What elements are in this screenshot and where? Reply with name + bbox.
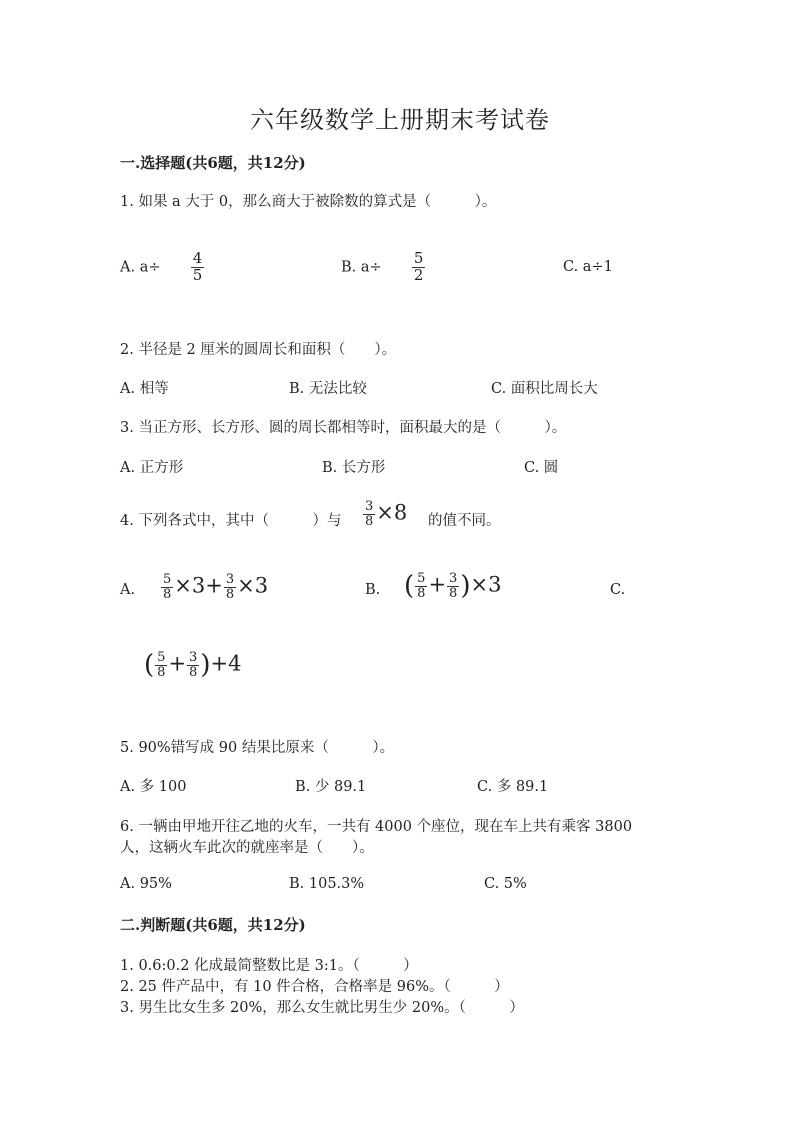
question-6-line-2: 人，这辆火车此次的就座率是（ ）。 bbox=[120, 840, 374, 856]
fraction bbox=[224, 573, 236, 601]
fraction-denominator: 8 bbox=[225, 586, 235, 602]
q1-option-a-fraction bbox=[191, 251, 205, 284]
fraction-numerator: 3 bbox=[365, 499, 374, 514]
operator-text: ×3 bbox=[470, 572, 502, 597]
page-title: 六年级数学上册期末考试卷 bbox=[250, 106, 550, 134]
judgment-item-2: 2. 25 件产品中，有 10 件合格，合格率是 96%。（ ） bbox=[120, 979, 509, 995]
q4-expression bbox=[362, 500, 407, 528]
q4-option-b-expression bbox=[404, 571, 501, 601]
fraction-numerator: 5 bbox=[163, 572, 172, 587]
open-paren: ( bbox=[144, 650, 155, 680]
question-6-line-1: 6. 一辆由甲地开往乙地的火车，一共有 4000 个座位，现在车上共有乘客 3800 bbox=[120, 819, 633, 835]
operator-text: + bbox=[168, 651, 187, 676]
operator-text: ×3 bbox=[237, 573, 269, 598]
q1-option-b-label: B. a÷ bbox=[341, 259, 382, 276]
q2-option-a: A. 相等 bbox=[120, 381, 169, 397]
judgment-item-3: 3. 男生比女生多 20%，那么女生就比男生少 20%。（ ） bbox=[120, 1000, 524, 1016]
fraction-denominator: 2 bbox=[413, 265, 424, 284]
fraction-numerator: 3 bbox=[449, 570, 458, 586]
close-paren: ) bbox=[460, 571, 471, 601]
q2-option-b: B. 无法比较 bbox=[289, 381, 367, 397]
fraction-denominator: 8 bbox=[417, 585, 426, 601]
q3-option-c: C. 圆 bbox=[524, 460, 559, 476]
q4-option-c-label: C. bbox=[610, 582, 626, 598]
fraction bbox=[415, 572, 427, 600]
q1-option-c: C. a÷1 bbox=[563, 259, 613, 275]
fraction bbox=[155, 651, 167, 679]
q6-option-a: A. 95% bbox=[120, 876, 172, 892]
q1-option-b-fraction bbox=[412, 251, 426, 284]
q5-option-a: A. 多 100 bbox=[120, 779, 187, 795]
section-heading-judgment: 二.判断题(共6题，共12分) bbox=[120, 916, 306, 934]
q4-option-a-expression bbox=[160, 573, 268, 601]
q1-option-a bbox=[120, 251, 205, 284]
fraction-denominator: 8 bbox=[365, 513, 374, 529]
fraction-numerator: 5 bbox=[413, 249, 424, 267]
q4-option-b-label: B. bbox=[365, 582, 381, 598]
judgment-item-1: 1. 0.6:0.2 化成最简整数比是 3:1。（ ） bbox=[120, 958, 418, 974]
fraction-denominator: 8 bbox=[449, 585, 458, 601]
q1-option-b bbox=[341, 251, 426, 284]
q4-expression-fraction bbox=[363, 500, 375, 528]
q6-option-b: B. 105.3% bbox=[289, 876, 365, 892]
operator-text: + bbox=[428, 572, 447, 597]
q4-option-c-expression bbox=[144, 650, 241, 680]
q3-option-a: A. 正方形 bbox=[120, 460, 184, 476]
question-4-tail: 的值不同。 bbox=[428, 513, 501, 529]
question-1: 1. 如果 a 大于 0，那么商大于被除数的算式是（ ）。 bbox=[120, 194, 497, 210]
operator-text: +4 bbox=[210, 651, 242, 676]
q1-option-a-label: A. a÷ bbox=[120, 259, 161, 276]
question-3: 3. 当正方形、长方形、圆的周长都相等时，面积最大的是（ ）。 bbox=[120, 420, 567, 436]
q2-option-c: C. 面积比周长大 bbox=[491, 381, 598, 397]
open-paren: ( bbox=[404, 571, 415, 601]
question-4-lead: 4. 下列各式中，其中（ ）与 bbox=[120, 513, 342, 529]
fraction bbox=[161, 573, 173, 601]
q3-option-b: B. 长方形 bbox=[322, 460, 386, 476]
question-5: 5. 90%错写成 90 结果比原来（ ）。 bbox=[120, 740, 395, 756]
operator-text: ×3+ bbox=[174, 573, 223, 598]
fraction bbox=[187, 651, 199, 679]
fraction-numerator: 4 bbox=[192, 249, 203, 267]
q4-expression-rest: ×8 bbox=[376, 500, 408, 525]
fraction-denominator: 5 bbox=[192, 265, 203, 284]
q5-option-b: B. 少 89.1 bbox=[295, 779, 367, 795]
fraction-numerator: 5 bbox=[157, 649, 166, 665]
q5-option-c: C. 多 89.1 bbox=[477, 779, 549, 795]
fraction-denominator: 8 bbox=[189, 664, 198, 680]
close-paren: ) bbox=[200, 650, 211, 680]
fraction-denominator: 8 bbox=[157, 664, 166, 680]
question-2: 2. 半径是 2 厘米的圆周长和面积（ ）。 bbox=[120, 342, 397, 358]
fraction-numerator: 5 bbox=[417, 570, 426, 586]
q6-option-c: C. 5% bbox=[484, 876, 527, 892]
fraction bbox=[447, 572, 459, 600]
section-heading-choice: 一.选择题(共6题，共12分) bbox=[120, 154, 306, 172]
fraction-numerator: 3 bbox=[189, 649, 198, 665]
fraction-denominator: 8 bbox=[163, 586, 172, 602]
fraction-numerator: 3 bbox=[225, 572, 235, 587]
q4-option-a-label: A. bbox=[120, 582, 136, 598]
